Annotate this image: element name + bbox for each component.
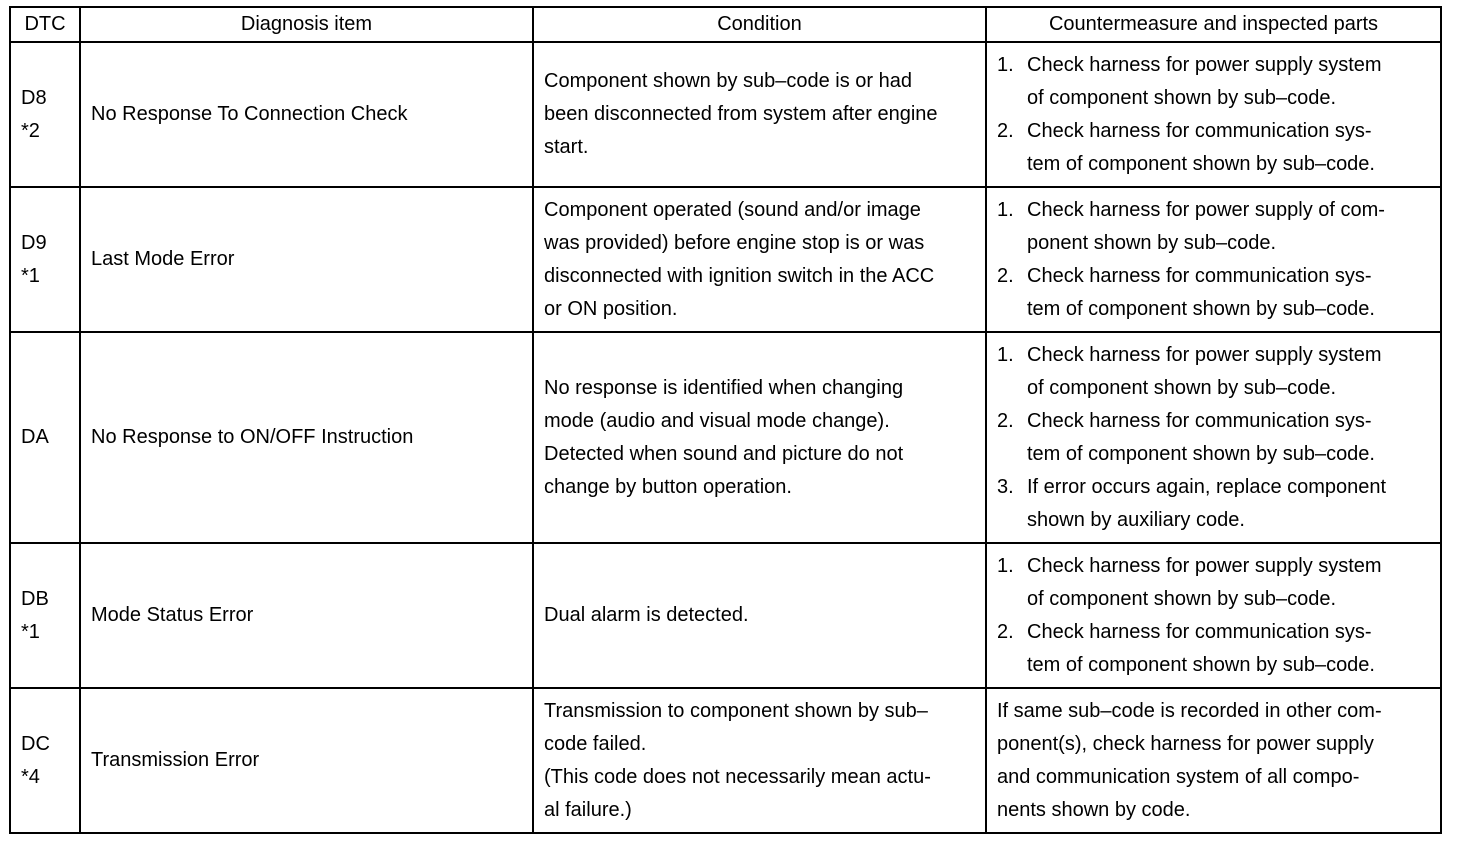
dtc-cell <box>10 543 80 688</box>
condition-line: Dual alarm is detected. <box>544 604 749 626</box>
step-line: ponent shown by sub–code. <box>1027 231 1277 254</box>
condition-line: (This code does not necessarily mean actu- <box>544 765 931 788</box>
countermeasure-list <box>997 194 1430 326</box>
countermeasure-cell <box>986 42 1441 187</box>
dtc-note: *1 <box>21 264 40 287</box>
condition-line: was provided) before engine stop is or was <box>544 231 925 254</box>
step-text <box>1027 260 1430 326</box>
countermeasure-cell <box>986 688 1441 833</box>
step-line: tem of component shown by sub–code. <box>1027 653 1375 676</box>
step-line: shown by auxiliary code. <box>1027 508 1245 531</box>
step-number: 1. <box>997 53 1014 76</box>
condition-line: mode (audio and visual mode change). <box>544 409 890 432</box>
header-countermeasure: Countermeasure and inspected parts <box>986 7 1441 42</box>
countermeasure-list <box>997 49 1430 181</box>
step-line: of component shown by sub–code. <box>1027 86 1337 109</box>
countermeasure-line: If same sub–code is recorded in other com- <box>997 699 1382 722</box>
step-number: 1. <box>997 198 1014 221</box>
dtc-code: DA <box>21 426 49 448</box>
step-number: 2. <box>997 264 1014 287</box>
step-line: tem of component shown by sub–code. <box>1027 297 1375 320</box>
step-line: tem of component shown by sub–code. <box>1027 442 1375 465</box>
condition-line: Component shown by sub–code is or had <box>544 70 913 92</box>
dtc-cell <box>10 42 80 187</box>
step-number: 1. <box>997 343 1014 366</box>
step-text <box>1027 550 1430 616</box>
condition-cell <box>533 543 986 688</box>
dtc-code: D8 <box>21 86 47 109</box>
header-diagnosis-item: Diagnosis item <box>80 7 533 42</box>
countermeasure-cell <box>986 332 1441 543</box>
countermeasure-list <box>997 339 1430 537</box>
dtc-cell <box>10 187 80 332</box>
condition-cell <box>533 187 986 332</box>
countermeasure-step <box>997 194 1430 260</box>
condition-line: al failure.) <box>544 798 632 821</box>
countermeasure-cell <box>986 543 1441 688</box>
countermeasure-list <box>997 550 1430 682</box>
step-text <box>1027 471 1430 537</box>
step-text <box>1027 616 1430 682</box>
step-line: Check harness for communication sys- <box>1027 264 1372 287</box>
condition-line: Component operated (sound and/or image <box>544 198 921 221</box>
step-number: 2. <box>997 620 1014 643</box>
countermeasure-line: nents shown by code. <box>997 798 1191 821</box>
step-line: of component shown by sub–code. <box>1027 587 1337 610</box>
countermeasure-line: and communication system of all compo- <box>997 765 1360 788</box>
condition-line: No response is identified when changing <box>544 376 904 399</box>
step-number: 1. <box>997 554 1014 577</box>
countermeasure-step <box>997 471 1430 537</box>
countermeasure-step <box>997 115 1430 181</box>
countermeasure-step <box>997 339 1430 405</box>
step-line: Check harness for power supply system <box>1027 343 1382 366</box>
header-condition: Condition <box>533 7 986 42</box>
step-text <box>1027 405 1430 471</box>
step-text <box>1027 194 1430 260</box>
diagnosis-item-cell: No Response to ON/OFF Instruction <box>80 332 533 543</box>
step-line: Check harness for power supply of com- <box>1027 198 1385 221</box>
condition-line: or ON position. <box>544 297 678 320</box>
table-row <box>10 543 1441 688</box>
header-row <box>10 7 1441 42</box>
countermeasure-step <box>997 550 1430 616</box>
table-row <box>10 187 1441 332</box>
condition-cell <box>533 42 986 187</box>
step-line: Check harness for power supply system <box>1027 554 1382 577</box>
step-text <box>1027 49 1430 115</box>
condition-line: change by button operation. <box>544 475 792 498</box>
dtc-cell <box>10 688 80 833</box>
step-line: Check harness for communication sys- <box>1027 620 1372 643</box>
step-line: Check harness for communication sys- <box>1027 119 1372 142</box>
condition-cell <box>533 688 986 833</box>
countermeasure-cell <box>986 187 1441 332</box>
condition-line: been disconnected from system after engine <box>544 103 938 125</box>
dtc-code: D9 <box>21 231 47 254</box>
countermeasure-step <box>997 49 1430 115</box>
condition-line: Transmission to component shown by sub– <box>544 699 928 722</box>
countermeasure-step <box>997 260 1430 326</box>
table-row <box>10 42 1441 187</box>
dtc-code: DC <box>21 732 50 755</box>
diagnosis-item-cell: Mode Status Error <box>80 543 533 688</box>
condition-line: Detected when sound and picture do not <box>544 442 904 465</box>
condition-line: start. <box>544 136 589 158</box>
dtc-code: DB <box>21 587 49 610</box>
step-line: Check harness for power supply system <box>1027 53 1382 76</box>
step-line: of component shown by sub–code. <box>1027 376 1337 399</box>
step-line: tem of component shown by sub–code. <box>1027 152 1375 175</box>
step-line: If error occurs again, replace component <box>1027 475 1387 498</box>
countermeasure-line: ponent(s), check harness for power supply <box>997 732 1374 755</box>
header-dtc: DTC <box>10 7 80 42</box>
dtc-table <box>9 6 1442 834</box>
diagnosis-item-cell: Transmission Error <box>80 688 533 833</box>
dtc-note: *1 <box>21 620 40 643</box>
step-text <box>1027 339 1430 405</box>
dtc-note: *4 <box>21 765 40 788</box>
condition-line: disconnected with ignition switch in the ACC <box>544 264 935 287</box>
countermeasure-step <box>997 405 1430 471</box>
condition-cell <box>533 332 986 543</box>
step-line: Check harness for communication sys- <box>1027 409 1372 432</box>
diagnosis-item-cell: No Response To Connection Check <box>80 42 533 187</box>
step-text <box>1027 115 1430 181</box>
countermeasure-step <box>997 616 1430 682</box>
step-number: 2. <box>997 409 1014 432</box>
table-row <box>10 688 1441 833</box>
dtc-cell <box>10 332 80 543</box>
step-number: 2. <box>997 119 1014 142</box>
step-number: 3. <box>997 475 1014 498</box>
table-row <box>10 332 1441 543</box>
condition-line: code failed. <box>544 732 647 755</box>
diagnosis-item-cell: Last Mode Error <box>80 187 533 332</box>
dtc-note: *2 <box>21 119 40 142</box>
